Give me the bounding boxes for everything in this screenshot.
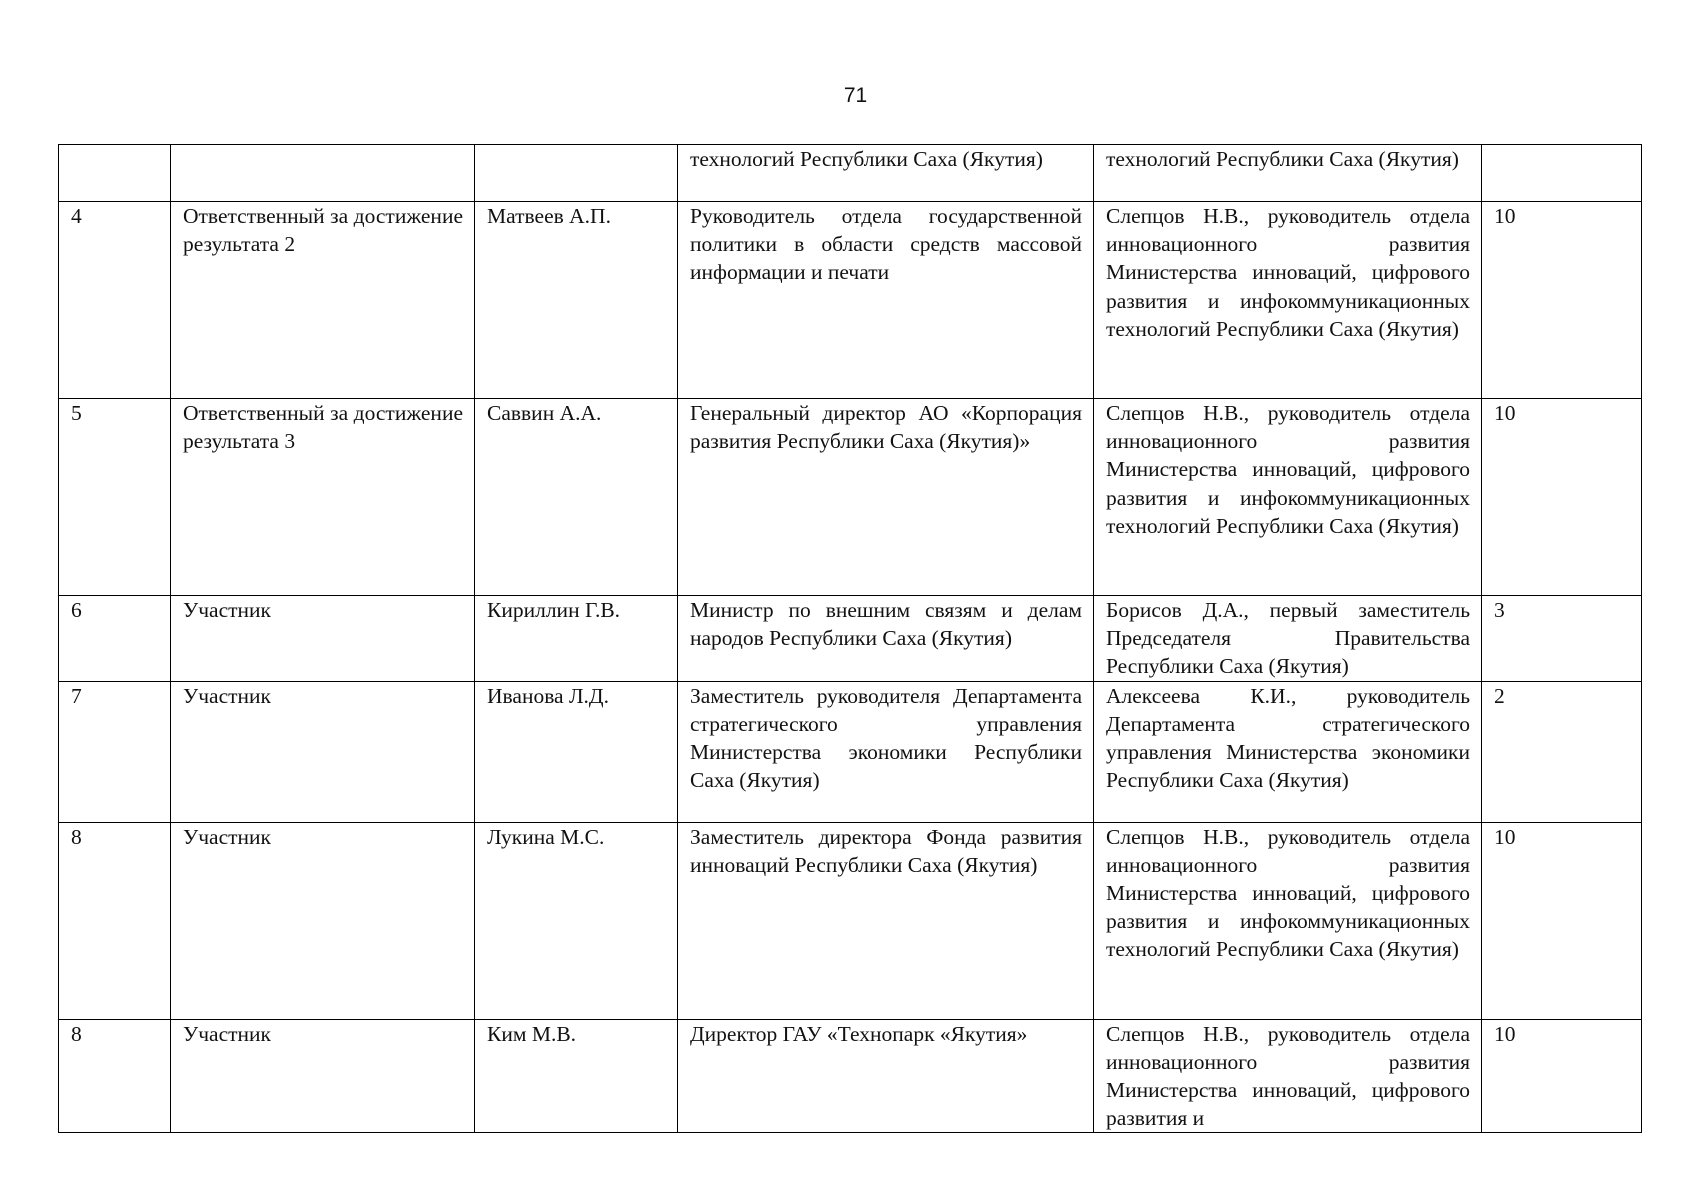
row-name: Иванова Л.Д. — [475, 681, 678, 822]
row-number: 4 — [59, 202, 171, 399]
row-days: 10 — [1482, 1019, 1642, 1133]
row-name — [475, 145, 678, 202]
row-position: Директор ГАУ «Технопарк «Якутия» — [678, 1019, 1094, 1133]
page-number: 71 — [843, 84, 868, 107]
row-supervisor: Слепцов Н.В., руководитель отдела инновационного развития Министерства инноваций, цифрового развития и инфокоммуникационных технологий Республики Саха (Якутия) — [1094, 399, 1482, 596]
row-role — [171, 145, 475, 202]
row-days: 10 — [1482, 399, 1642, 596]
row-days — [1482, 145, 1642, 202]
row-days: 3 — [1482, 596, 1642, 682]
row-name: Кириллин Г.В. — [475, 596, 678, 682]
row-number: 8 — [59, 1019, 171, 1133]
row-days: 2 — [1482, 681, 1642, 822]
participants-table — [58, 144, 1642, 1133]
row-role: Ответственный за достижение результата 3 — [171, 399, 475, 596]
row-days: 10 — [1482, 822, 1642, 1019]
row-name: Саввин А.А. — [475, 399, 678, 596]
row-supervisor: Слепцов Н.В., руководитель отдела инновационного развития Министерства инноваций, цифрового развития и инфокоммуникационных технологий Республики Саха (Якутия) — [1094, 822, 1482, 1019]
row-number: 6 — [59, 596, 171, 682]
row-supervisor: Слепцов Н.В., руководитель отдела инновационного развития Министерства инноваций, цифрового развития и инфокоммуникационных технологий Республики Саха (Якутия) — [1094, 202, 1482, 399]
table-row — [59, 202, 1642, 399]
table-row — [59, 145, 1642, 202]
row-supervisor: технологий Республики Саха (Якутия) — [1094, 145, 1482, 202]
row-position: Руководитель отдела государственной политики в области средств массовой информации и печати — [678, 202, 1094, 399]
row-number: 8 — [59, 822, 171, 1019]
row-role: Ответственный за достижение результата 2 — [171, 202, 475, 399]
row-name: Матвеев А.П. — [475, 202, 678, 399]
row-position: технологий Республики Саха (Якутия) — [678, 145, 1094, 202]
row-name: Ким М.В. — [475, 1019, 678, 1133]
row-number: 7 — [59, 681, 171, 822]
row-number: 5 — [59, 399, 171, 596]
row-supervisor: Слепцов Н.В., руководитель отдела инновационного развития Министерства инноваций, цифрового развития и — [1094, 1019, 1482, 1133]
row-supervisor: Борисов Д.А., первый заместитель Председателя Правительства Республики Саха (Якутия) — [1094, 596, 1482, 682]
row-role: Участник — [171, 681, 475, 822]
table-row — [59, 822, 1642, 1019]
table-row — [59, 1019, 1642, 1133]
row-position: Министр по внешним связям и делам народов Республики Саха (Якутия) — [678, 596, 1094, 682]
row-role: Участник — [171, 1019, 475, 1133]
row-role: Участник — [171, 596, 475, 682]
row-position: Генеральный директор АО «Корпорация развития Республики Саха (Якутия)» — [678, 399, 1094, 596]
table-row — [59, 399, 1642, 596]
row-position: Заместитель директора Фонда развития инноваций Республики Саха (Якутия) — [678, 822, 1094, 1019]
row-role: Участник — [171, 822, 475, 1019]
row-number — [59, 145, 171, 202]
table-row — [59, 596, 1642, 682]
row-name: Лукина М.С. — [475, 822, 678, 1019]
row-days: 10 — [1482, 202, 1642, 399]
table-row — [59, 681, 1642, 822]
row-supervisor: Алексеева К.И., руководитель Департамента стратегического управления Министерства экономики Республики Саха (Якутия) — [1094, 681, 1482, 822]
row-position: Заместитель руководителя Департамента стратегического управления Министерства экономики Республики Саха (Якутия) — [678, 681, 1094, 822]
